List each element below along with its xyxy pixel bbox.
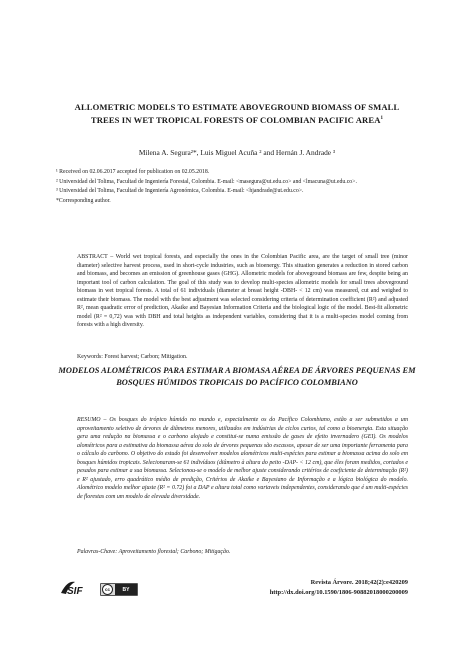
cc-icon: cc bbox=[102, 584, 113, 595]
cc-by-label: BY bbox=[115, 584, 137, 595]
doi-link[interactable]: http://dx.doi.org/10.1590/1806-90882018000200009 bbox=[269, 589, 408, 596]
footnote-received: ¹ Received on 02.06.2017 accepted for publication on 02.05.2018. bbox=[56, 169, 210, 175]
resumo-text: RESUMO – Os bosques do trópico húmido no mundo e, especialmente os do Pacífico Colombiano, estão a ser submetidos a um aproveitamento seletivo de árvores de diâmetros menores, utilizados em indústrias de ciclos curtos, tal como a bioenergia. Esta situação gera uma redução na biomassa e o carbono alojado e constitui-se numa emissão de gases de efeito invernadero (GEI). Os modelos alométricos para a estimativa da biomassa aérea do solo de árvores pequenas são escassos, apesar de ser uma importante ferramenta para o cálculo do carbono. O objetivo do estudo foi desenvolver modelos alométricos multi-espécies para estimar a biomassa acima do solo em bosques húmidos tropicais. Selecionaram-se 61 indivíduos (diâmetro à altura do peito -DAP- < 12 cm), que éles foram medidos, cortados e pesados para estimar a sua biomassa. Selecionou-se o modelo de melhor ajuste considerando critérios de coeficiente de determinação (R²) e R² ajustado, erro quadrático médio de predição, Critérios de Akaike e Bayesiano de Informação e a lógica biológica do modelo. Alométrico modelo melhor ajuste (R² = 0.72) foi a DAP e altura total como variaveis independentes, considerando que é um multi-espécies de florestas com um modelo de elevada diversidade. bbox=[77, 417, 408, 500]
sif-logo bbox=[58, 579, 92, 597]
palavras-chave: Palavras-Chave: Aproveitamento florestal; Carbono; Mitigação. bbox=[77, 549, 231, 555]
article-title-english: ALLOMETRIC MODELS TO ESTIMATE ABOVEGROUND BIOMASS OF SMALL TREES IN WET TROPICAL FORESTS OF COLOMBIAN PACIFIC AREA$^1$ bbox=[74, 102, 400, 125]
creative-commons-badge[interactable] bbox=[100, 583, 138, 596]
footnote-affiliation-2: ³ Universidad del Tolima, Facultad de Ingeniería Agronómica, Colombia. E-mail: <hjandrade@ut.edu.co>. bbox=[56, 188, 304, 195]
article-title-portuguese: MODELOS ALOMÉTRICOS PARA ESTIMAR A BIOMASA AÉREA DE ÁRVORES PEQUENAS EM BOSQUES HÚMIDOS TROPICAIS DO PACÍFICO COLOMBIANO bbox=[58, 366, 416, 387]
svg-text:SIF: SIF bbox=[67, 586, 83, 597]
abstract-english bbox=[77, 253, 408, 330]
journal-citation: Revista Árvore. 2018;42(2):e420209 bbox=[310, 579, 408, 586]
journal-info bbox=[270, 578, 408, 598]
abstract-text: ABSTRACT – World wet tropical forests, and especially the ones in the Colombian Pacific area, are the target of small tree (minor diameter) selective harvest process, used in short-cycle industries, such as bioenergy. This situation generates a reduction in stored carbon and biomass, and becomes an emission of greenhouse gases (GHG). Allometric models for aboveground biomass are few, despite being an important tool of carbon calculation. The goal of this study was to develop multi-species allometric models for small trees aboveground biomass in wet tropical forests. A total of 61 individuals (diameter at breast height -DBH- < 12 cm) was measured, cut and weighed to estimate their biomass. The model with the best adjustment was selected considering criteria of determination coefficient (R²) and adjusted R², mean quadratic error of prediction, Akaike and Bayesian Information Criteria and the biological logic of the model. Best-fit allometric model (R² = 0,72) was with DBH and total heights as independent variables, considering that it is a multi-species model coming from forests with a high diversity. bbox=[77, 254, 408, 329]
footnotes bbox=[56, 168, 428, 206]
abstract-portuguese bbox=[77, 416, 408, 501]
keywords: Keywords: Forest harvest; Carbon; Mitigation. bbox=[77, 354, 188, 360]
title-footnote-marker: 1 bbox=[380, 116, 384, 121]
footnote-affiliation-1: ² Universidad del Tolima, Facultad de Ingeniería Forestal, Colombia. E-mail: <masegura@ut.edu.co> and <lmacuna@ut.edu.co>. bbox=[56, 178, 357, 185]
footnote-corresponding: *Corresponding author. bbox=[56, 197, 111, 204]
author-list: Milena A. Segura²*, Luis Miguel Acuña ² and Hernán J. Andrade ³ bbox=[138, 148, 336, 157]
